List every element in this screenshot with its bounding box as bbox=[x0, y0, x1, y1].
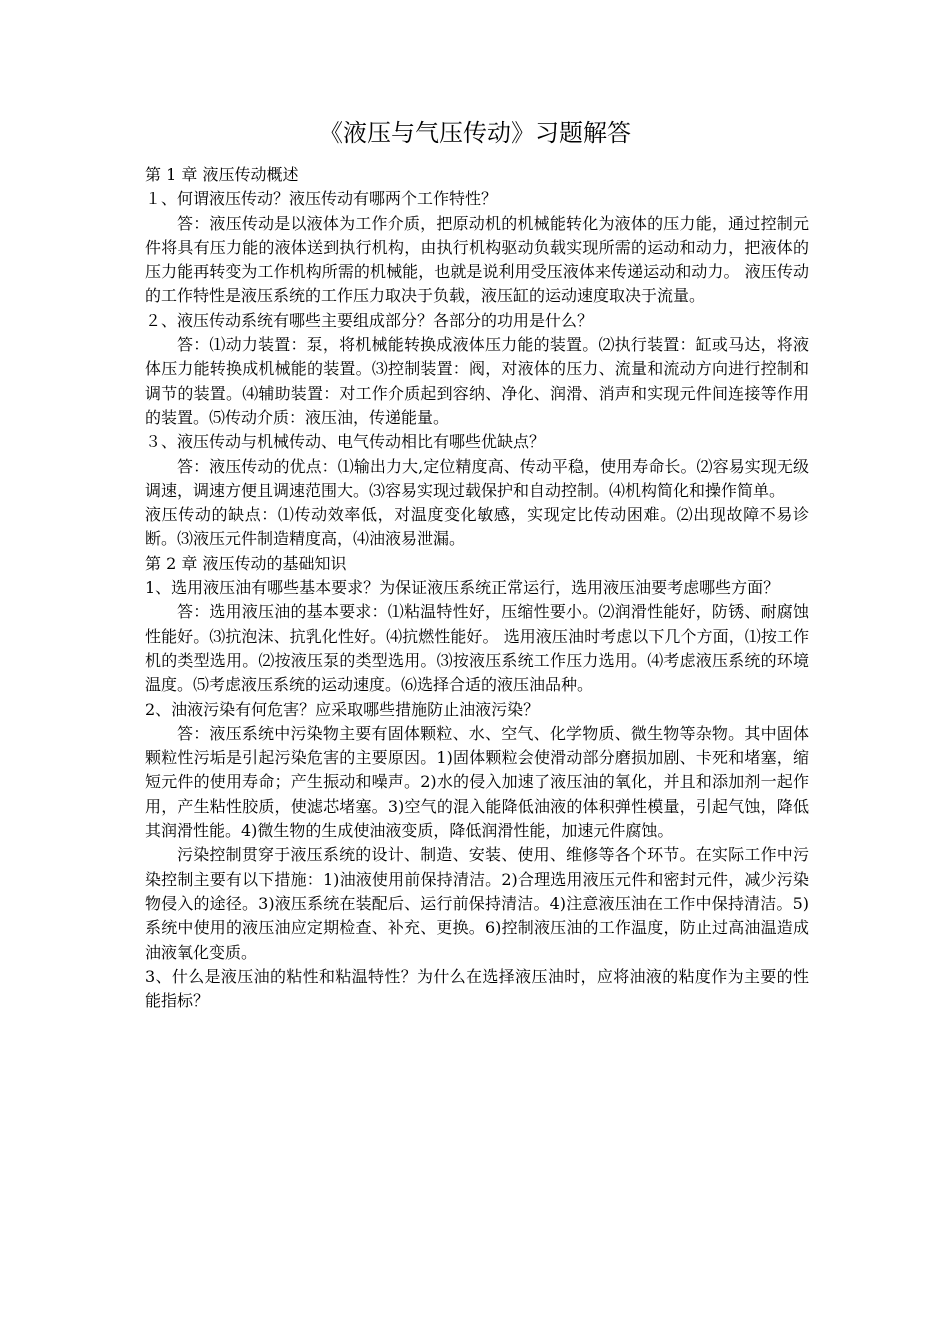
question-1-3: ３、液压传动与机械传动、电气传动相比有哪些优缺点？ bbox=[145, 432, 546, 452]
question-1-2: ２、液压传动系统有哪些主要组成部分？各部分的功用是什么？ bbox=[145, 310, 594, 330]
document-body bbox=[145, 163, 809, 1013]
answer-2-1: 答：选用液压油的基本要求：⑴粘温特性好，压缩性要小。⑵润滑性能好，防锈、耐腐蚀性能好。⑶抗泡沫、抗乳化性好。⑷抗燃性能好。 选用液压油时考虑以下几个方面，⑴按工作机的类型选用。⑵按液压泵的类型选用。⑶按液压系统工作压力选用。⑷考虑液压系统的环境温度。⑸考虑液压系统的运动速度。⑹选择合适的液压油品种。 bbox=[145, 602, 809, 695]
answer-1-2: 答：⑴动力装置：泵，将机械能转换成液体压力能的装置。⑵执行装置：缸或马达，将液体压力能转换成机械能的装置。⑶控制装置：阀，对液体的压力、流量和流动方向进行控制和调节的装置。⑷辅助装置：对工作介质起到容纳、净化、润滑、消声和实现元件间连接等作用的装置。⑸传动介质：液压油，传递能量。 bbox=[145, 335, 809, 427]
page-title: 《液压与气压传动》习题解答 bbox=[319, 119, 631, 147]
answer-1-3-advantages: 答：液压传动的优点：⑴输出力大,定位精度高、传动平稳，使用寿命长。⑵容易实现无级调速，调速方便且调速范围大。⑶容易实现过载保护和自动控制。⑷机构简化和操作简单。 bbox=[145, 456, 809, 500]
answer-2-2-measures: 污染控制贯穿于液压系统的设计、制造、安装、使用、维修等各个环节。在实际工作中污染控制主要有以下措施：1)油液使用前保持清洁。2)合理选用液压元件和密封元件，减少污染物侵入的途径。3)液压系统在装配后、运行前保持清洁。4)注意液压油在工作中保持清洁。5)系统中使用的液压油应定期检查、补充、更换。6)控制液压油的工作温度，防止过高油温造成油液氧化变质。 bbox=[145, 845, 809, 962]
chapter-2-heading: 第 2 章 液压传动的基础知识 bbox=[145, 553, 347, 573]
question-2-3: 3、什么是液压油的粘性和粘温特性？为什么在选择液压油时，应将油液的粘度作为主要的性能指标？ bbox=[145, 966, 809, 1011]
chapter-1-heading: 第 1 章 液压传动概述 bbox=[145, 165, 299, 184]
question-1-1: １、何谓液压传动？液压传动有哪两个工作特性？ bbox=[145, 189, 498, 209]
answer-1-1: 答：液压传动是以液体为工作介质，把原动机的机械能转化为液体的压力能，通过控制元件将具有压力能的液体送到执行机构，由执行机构驱动负载实现所需的运动和动力，把液体的压力能再转变为工作机构所需的机械能，也就是说利用受压液体来传递运动和动力。 液压传动的工作特性是液压系统的工作压力取决于负载，液压缸的运动速度取决于流量。 bbox=[145, 213, 809, 306]
question-2-1: 1、选用液压油有哪些基本要求？为保证液压系统正常运行，选用液压油要考虑哪些方面？ bbox=[145, 578, 780, 598]
answer-2-2: 答：液压系统中污染物主要有固体颗粒、水、空气、化学物质、微生物等杂物。其中固体颗粒性污垢是引起污染危害的主要原因。1)固体颗粒会使滑动部分磨损加剧、卡死和堵塞，缩短元件的使用寿命；产生振动和噪声。2)水的侵入加速了液压油的氧化，并且和添加剂一起作用，产生粘性胶质，使滤芯堵塞。3)空气的混入能降低油液的体积弹性模量，引起气蚀，降低其润滑性能。4)微生物的生成使油液变质，降低润滑性能，加速元件腐蚀。 bbox=[145, 723, 809, 841]
answer-1-3-disadvantages: 液压传动的缺点：⑴传动效率低，对温度变化敏感，实现定比传动困难。⑵出现故障不易诊断。⑶液压元件制造精度高，⑷油液易泄漏。 bbox=[145, 505, 809, 549]
question-2-2: 2、油液污染有何危害？应采取哪些措施防止油液污染？ bbox=[145, 699, 540, 719]
